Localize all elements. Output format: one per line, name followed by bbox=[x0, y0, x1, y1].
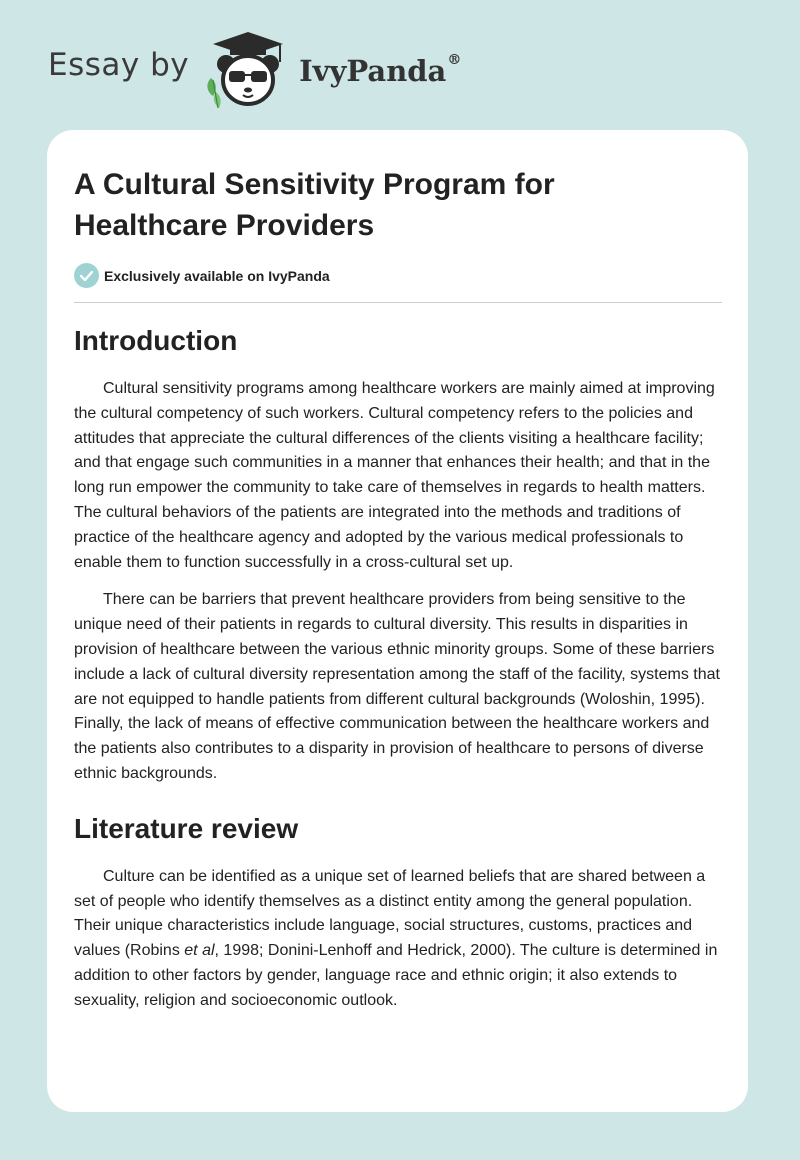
section-heading-introduction: Introduction bbox=[74, 325, 238, 356]
panda-graduate-logo-icon[interactable] bbox=[203, 30, 293, 110]
paragraph bbox=[74, 865, 722, 1014]
brand-text[interactable]: IvyPanda bbox=[299, 54, 447, 88]
section-heading-literature-review: Literature review bbox=[74, 812, 299, 844]
page-title: A Cultural Sensitivity Program for Healthcare Providers bbox=[74, 168, 555, 242]
exclusive-badge bbox=[74, 263, 330, 288]
paragraph: There can be barriers that prevent healthcare providers from being sensitive to the unique need of their patients in regards to cultural diversity. This results in disparities in provision of healthcare between the various ethnic minority groups. Some of these barriers include a lack of cultural diversity representation among the staff of the facility, systems that are not equipped to handle patients from different cultural backgrounds (Woloshin, 1995). Finally, the lack of means of effective communication between the healthcare workers and the patients also contributes to a disparity in provision of healthcare to persons of diverse ethnic backgrounds. bbox=[74, 591, 720, 782]
essay-content bbox=[74, 322, 722, 1027]
site-header bbox=[48, 30, 461, 110]
brand-name[interactable] bbox=[299, 54, 461, 88]
divider bbox=[74, 302, 722, 303]
registered-mark: ® bbox=[447, 52, 462, 68]
paragraph: Cultural sensitivity programs among healthcare workers are mainly aimed at improving the cultural competency of such workers. Cultural competency refers to the policies and attitudes that appreciate the cultural differences of the clients visiting a healthcare facility; and that engage such communities in a manner that enhances their health; and that in the long run empower the community to take care of themselves in regards to health matters. The cultural behaviors of the patients are integrated into the methods and traditions of practice of the healthcare agency and adopted by the various medical professionals to enable them to function successfully in a cross-cultural set up. bbox=[74, 380, 715, 571]
badge-text: Exclusively available on IvyPanda bbox=[104, 267, 330, 284]
paragraph-italic-text: et al bbox=[184, 942, 215, 960]
check-circle-icon bbox=[74, 263, 99, 288]
essay-card bbox=[47, 130, 748, 1112]
essay-by-label: Essay by bbox=[48, 47, 190, 83]
paragraph-text: Culture can be identified as a unique set of learned beliefs that are shared between a set of people who identify themselves as a distinct entity among the general population. Their unique characteristics include language, social structures, customs, practices and values (Robins bbox=[74, 867, 706, 960]
paragraph-text: , 1998; Donini-Lenhoff and Hedrick, 2000). The culture is determined in addition to other factors by gender, language race and ethnic origin; it also extends to sexuality, religion and socioeconomic outlook. bbox=[74, 942, 718, 1009]
